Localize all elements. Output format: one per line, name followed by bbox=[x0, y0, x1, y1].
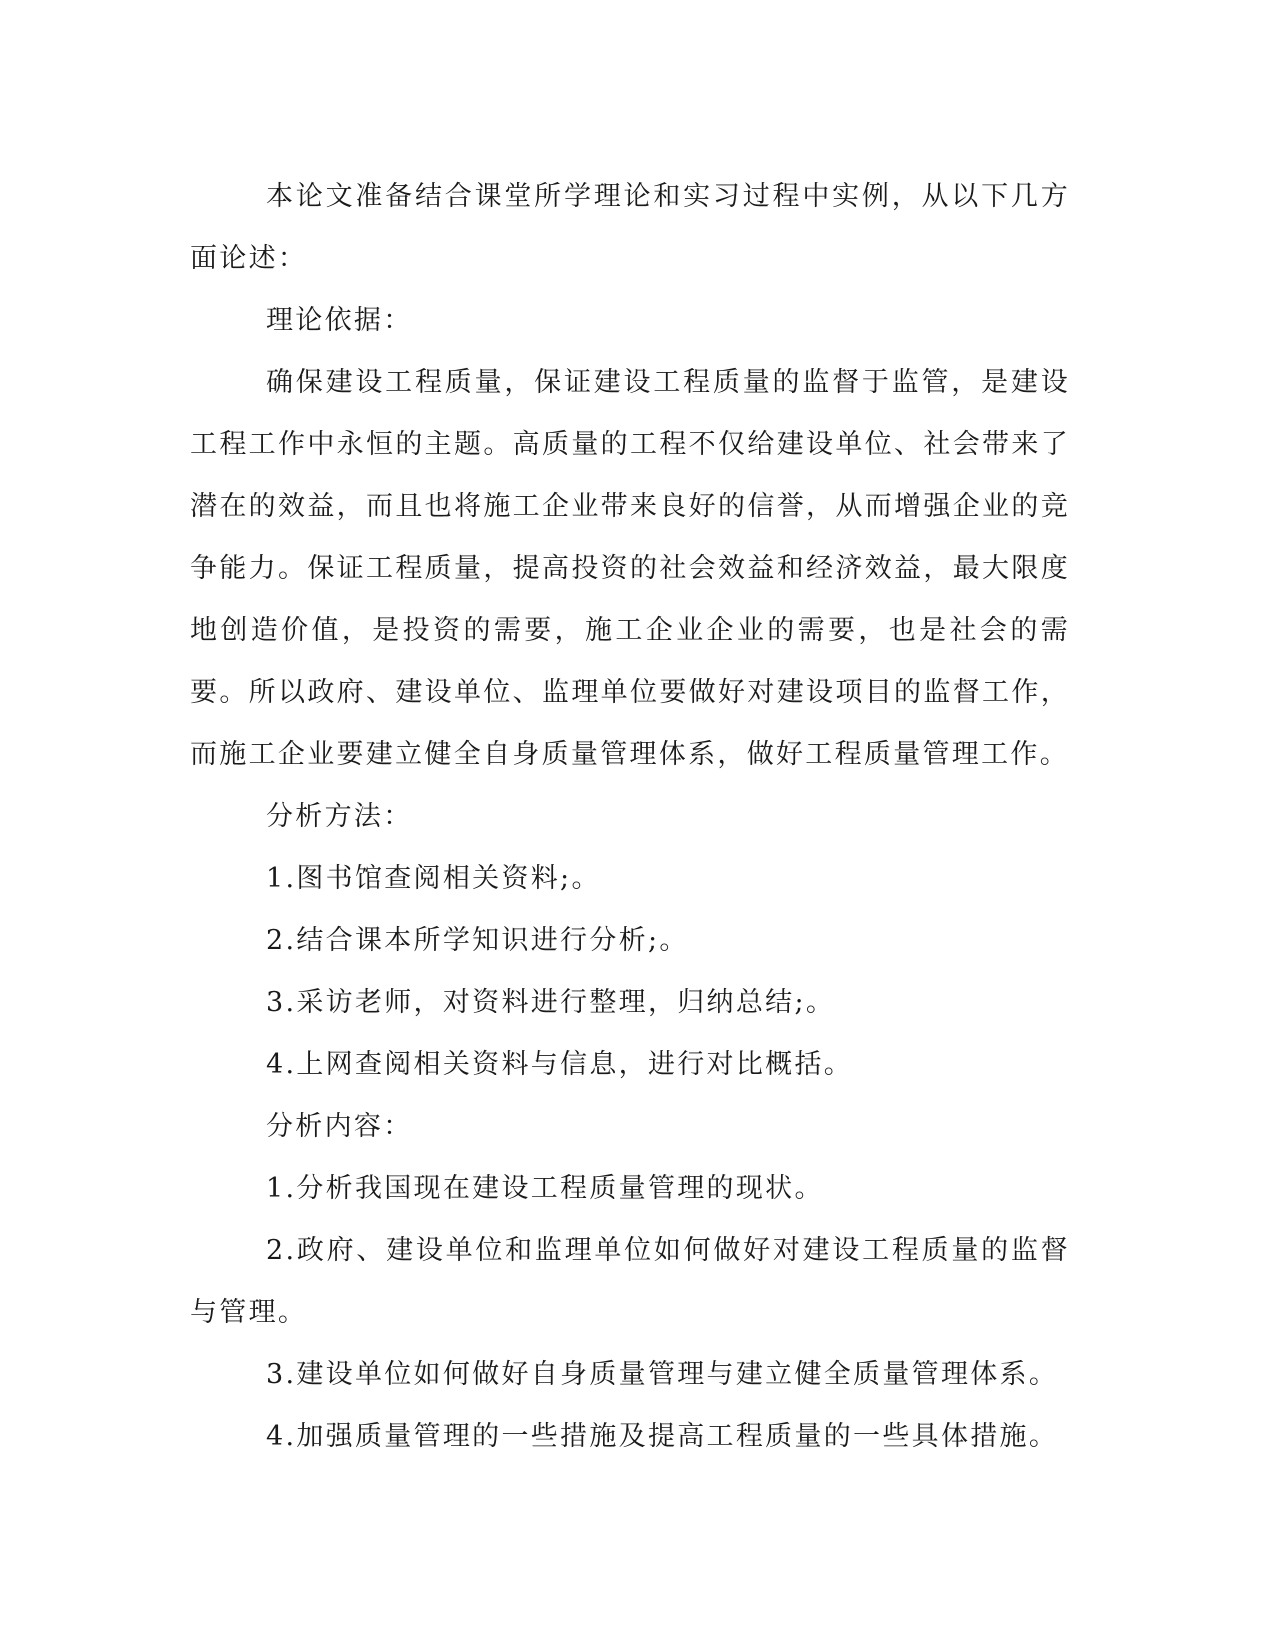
list-item-content-4: 4.加强质量管理的一些措施及提高工程质量的一些具体措施。 bbox=[266, 1421, 1059, 1452]
list-item-content-2: 2.政府、建设单位和监理单位如何做好对建设工程质量的监督与管理。 bbox=[190, 1235, 1070, 1328]
list-item-method-3: 3.采访老师，对资料进行整理，归纳总结;。 bbox=[266, 987, 836, 1018]
paragraph-theory: 确保建设工程质量，保证建设工程质量的监督于监管，是建设工程工作中永恒的主题。高质量的工程不仅给建设单位、社会带来了潜在的效益，而且也将施工企业带来良好的信誉，从而增强企业的竞争能力。保证工程质量，提高投资的社会效益和经济效益，最大限度地创造价值，是投资的需要，施工企业企业的需要，也是社会的需要。所以政府、建设单位、监理单位要做好对建设项目的监督工作，而施工企业要建立健全自身质量管理体系，做好工程质量管理工作。 bbox=[190, 367, 1070, 770]
list-item-method-2: 2.结合课本所学知识进行分析;。 bbox=[266, 925, 689, 956]
heading-analysis-method: 分析方法： bbox=[266, 801, 413, 832]
heading-theory-basis: 理论依据： bbox=[266, 305, 413, 336]
document-body bbox=[190, 166, 1070, 1468]
list-item-method-4: 4.上网查阅相关资料与信息，进行对比概括。 bbox=[266, 1049, 854, 1080]
list-item-content-3: 3.建设单位如何做好自身质量管理与建立健全质量管理体系。 bbox=[266, 1359, 1059, 1390]
list-item-method-1: 1.图书馆查阅相关资料;。 bbox=[266, 863, 601, 894]
paragraph-intro: 本论文准备结合课堂所学理论和实习过程中实例，从以下几方面论述： bbox=[190, 181, 1070, 274]
heading-analysis-content: 分析内容： bbox=[266, 1111, 413, 1142]
list-item-content-1: 1.分析我国现在建设工程质量管理的现状。 bbox=[266, 1173, 824, 1204]
